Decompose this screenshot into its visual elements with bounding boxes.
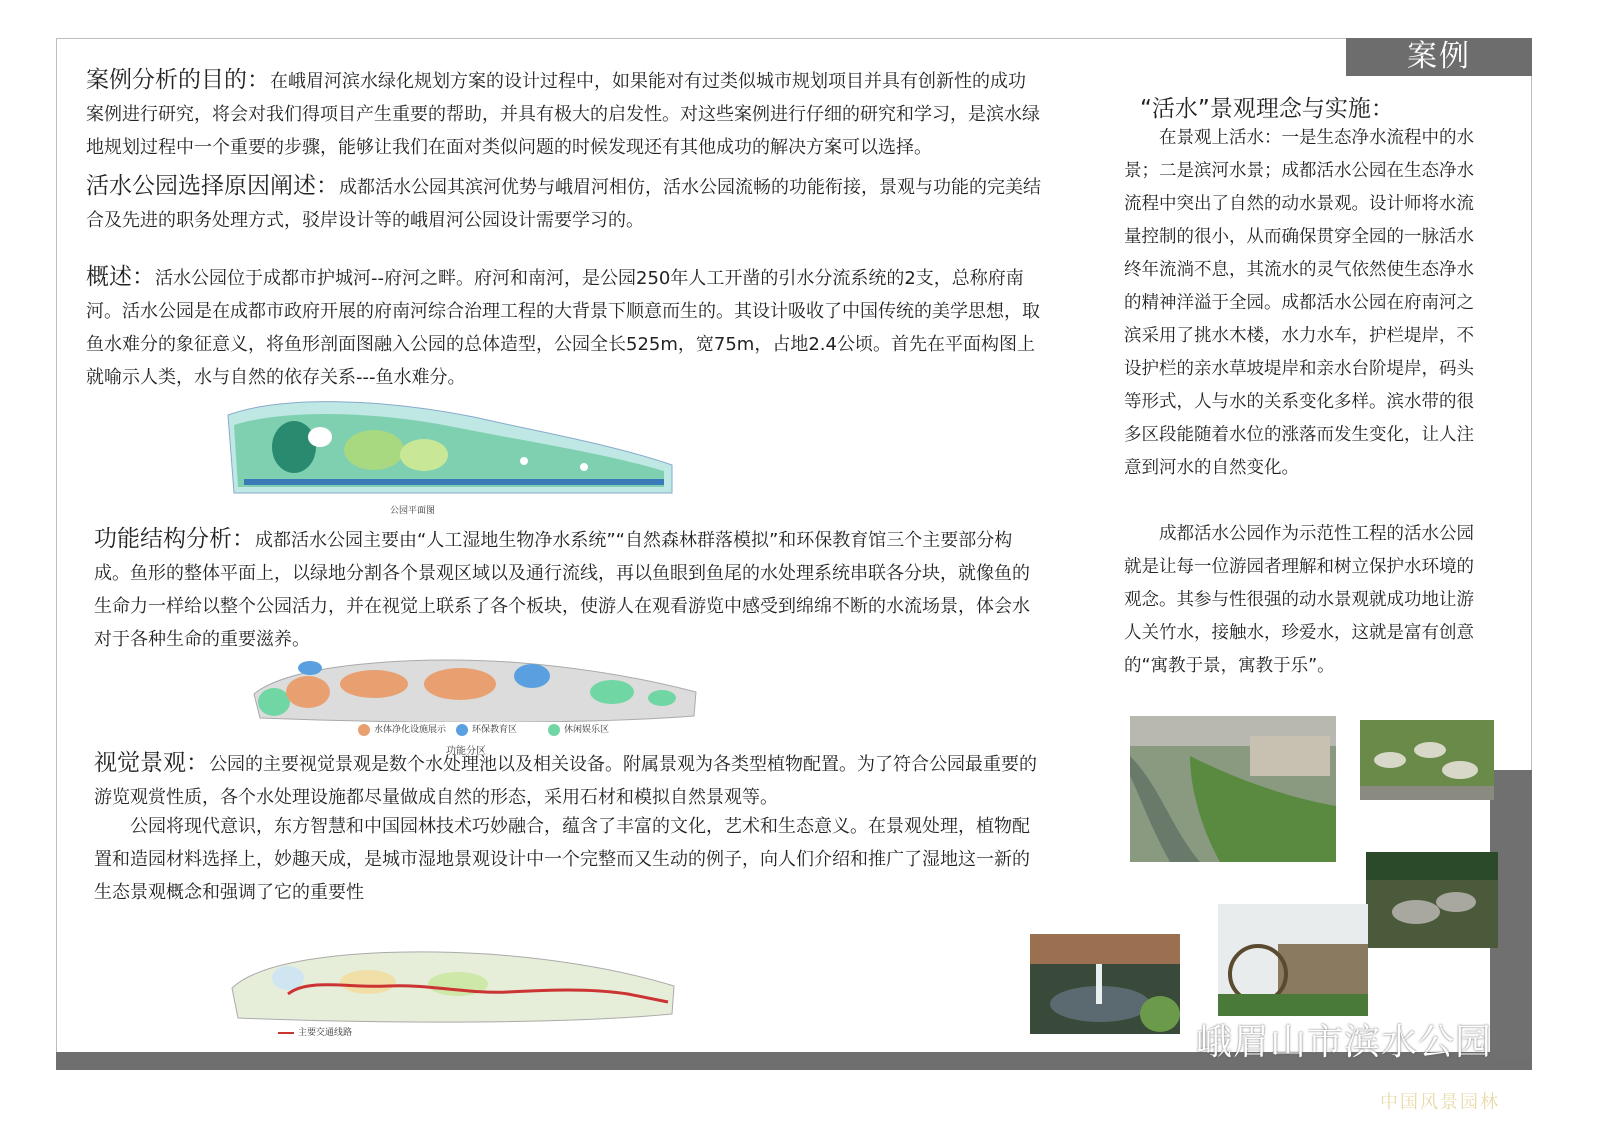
legend-water (358, 722, 446, 736)
wetland-ponds-photo (1360, 720, 1494, 800)
legend-education (456, 722, 517, 736)
purpose-paragraph (86, 64, 1042, 164)
overview-paragraph (86, 261, 1042, 394)
bottom-title: 峨眉山市滨水公园 (1196, 1022, 1493, 1063)
park-plan-map (224, 395, 676, 497)
right-paragraph-1: 在景观上活水：一是生态净水流程中的水景；二是滨河水景；成都活水公园在生态净水流程中突出了自然的动水景观。设计师将水流量控制的很小，从而确保贯穿全园的一脉活水终年流淌不息，其流水的灵气依然使生态净水的精神洋溢于全园。成都活水公园在府南河之滨采用了挑水木楼，水力水车，护栏堤岸，不设护栏的亲水草坡堤岸和亲水台阶堤岸，码头等形式，人与水的关系变化多样。滨水带的很多区段能随着水位的涨落而发生变化，让人注意到河水的自然变化。 (1124, 128, 1474, 478)
visual-paragraph (94, 747, 1044, 814)
water-basins-photo (1366, 852, 1498, 948)
zoning-caption: 功能分区 (446, 746, 486, 757)
legend-education-label: 环保教育区 (472, 725, 518, 735)
reason-paragraph (86, 170, 1042, 237)
legend-education-swatch (456, 724, 468, 736)
case-tag: 案例 (1346, 38, 1532, 76)
plan-caption: 公园平面图 (390, 506, 436, 516)
reason-heading: 活水公园选择原因阐述： (86, 173, 339, 199)
legend-water-label: 水体净化设施展示 (374, 725, 447, 735)
visual-heading: 视觉景观： (94, 750, 209, 776)
watermark: 中国风景园林 (1380, 1092, 1500, 1113)
zoning-map (250, 654, 698, 722)
overview-text: 活水公园位于成都市护城河--府河之畔。府河和南河，是公园250年人工开凿的引水分流系统的2支，总称府南河。活水公园是在成都市政府开展的府南河综合治理工程的大背景下顺意而生的。其设计吸收了中国传统的美学思想，取鱼水难分的象征意义，将鱼形剖面图融入公园的总体造型，公园全长525m，宽75m，占地2.4公顷。首先在平面构图上就喻示人类，水与自然的依存关系---鱼水难分。 (86, 268, 1040, 388)
legend-leisure-swatch (548, 724, 560, 736)
visual-paragraph-2: 公园将现代意识，东方智慧和中国园林技术巧妙融合，蕴含了丰富的文化，艺术和生态意义。在景观处理，植物配置和造园材料选择上，妙趣天成，是城市湿地景观设计中一个完整而又生动的例子，向人们介绍和推广了湿地这一新的生态景观概念和强调了它的重要性 (94, 816, 1030, 903)
traffic-map (228, 948, 676, 1028)
legend-water-swatch (358, 724, 370, 736)
traffic-caption (278, 1025, 352, 1038)
right-paragraph-2: 成都活水公园作为示范性工程的活水公园就是让每一位游园者理解和树立保护水环境的观念。其参与性很强的动水景观就成功地让游人关竹水，接触水，珍爱水，这就是富有创意的“寓教于景，寓教于乐”。 (1124, 524, 1474, 676)
waterwheel-photo (1218, 904, 1368, 1016)
purpose-text: 在峨眉河滨水绿化规划方案的设计过程中，如果能对有过类似城市规划项目并具有创新性的成功案例进行研究，将会对我们得项目产生重要的帮助，并具有极大的启发性。对这些案例进行仔细的研究和学习，是滨水绿地规划过程中一个重要的步骤，能够让我们在面对类似问题的时候发现还有其他成功的解决方案可以选择。 (86, 71, 1040, 158)
legend-leisure (548, 722, 609, 736)
traffic-caption-label: 主要交通线路 (298, 1028, 353, 1038)
legend-leisure-label: 休闲娱乐区 (564, 725, 610, 735)
fountain-photo (1030, 934, 1180, 1034)
right-title: “活水”景观理念与实施： (1140, 96, 1394, 122)
aerial-photo (1130, 716, 1336, 862)
function-text: 成都活水公园主要由“人工湿地生物净水系统”“自然森林群落模拟”和环保教育馆三个主要部分构成。鱼形的整体平面上，以绿地分割各个景观区域以及通行流线，再以鱼眼到鱼尾的水处理系统串联各分块，就像鱼的生命力一样给以整个公园活力，并在视觉上联系了各个板块，使游人在观看游览中感受到绵绵不断的水流场景，体会水对于各种生命的重要滋养。 (94, 530, 1030, 650)
function-heading: 功能结构分析： (94, 526, 255, 552)
reason-text: 成都活水公园其滨河优势与峨眉河相仿，活水公园流畅的功能衔接，景观与功能的完美结合及先进的职务处理方式，驳岸设计等的峨眉河公园设计需要学习的。 (86, 177, 1041, 231)
purpose-heading: 案例分析的目的： (86, 67, 270, 93)
visual-text: 公园的主要视觉景观是数个水处理池以及相关设备。附属景观为各类型植物配置。为了符合公园最重要的游览观赏性质，各个水处理设施都尽量做成自然的形态，采用石材和模拟自然景观等。 (94, 754, 1037, 808)
function-paragraph (94, 523, 1044, 656)
route-legend-line (278, 1032, 294, 1034)
overview-heading: 概述： (86, 264, 155, 290)
